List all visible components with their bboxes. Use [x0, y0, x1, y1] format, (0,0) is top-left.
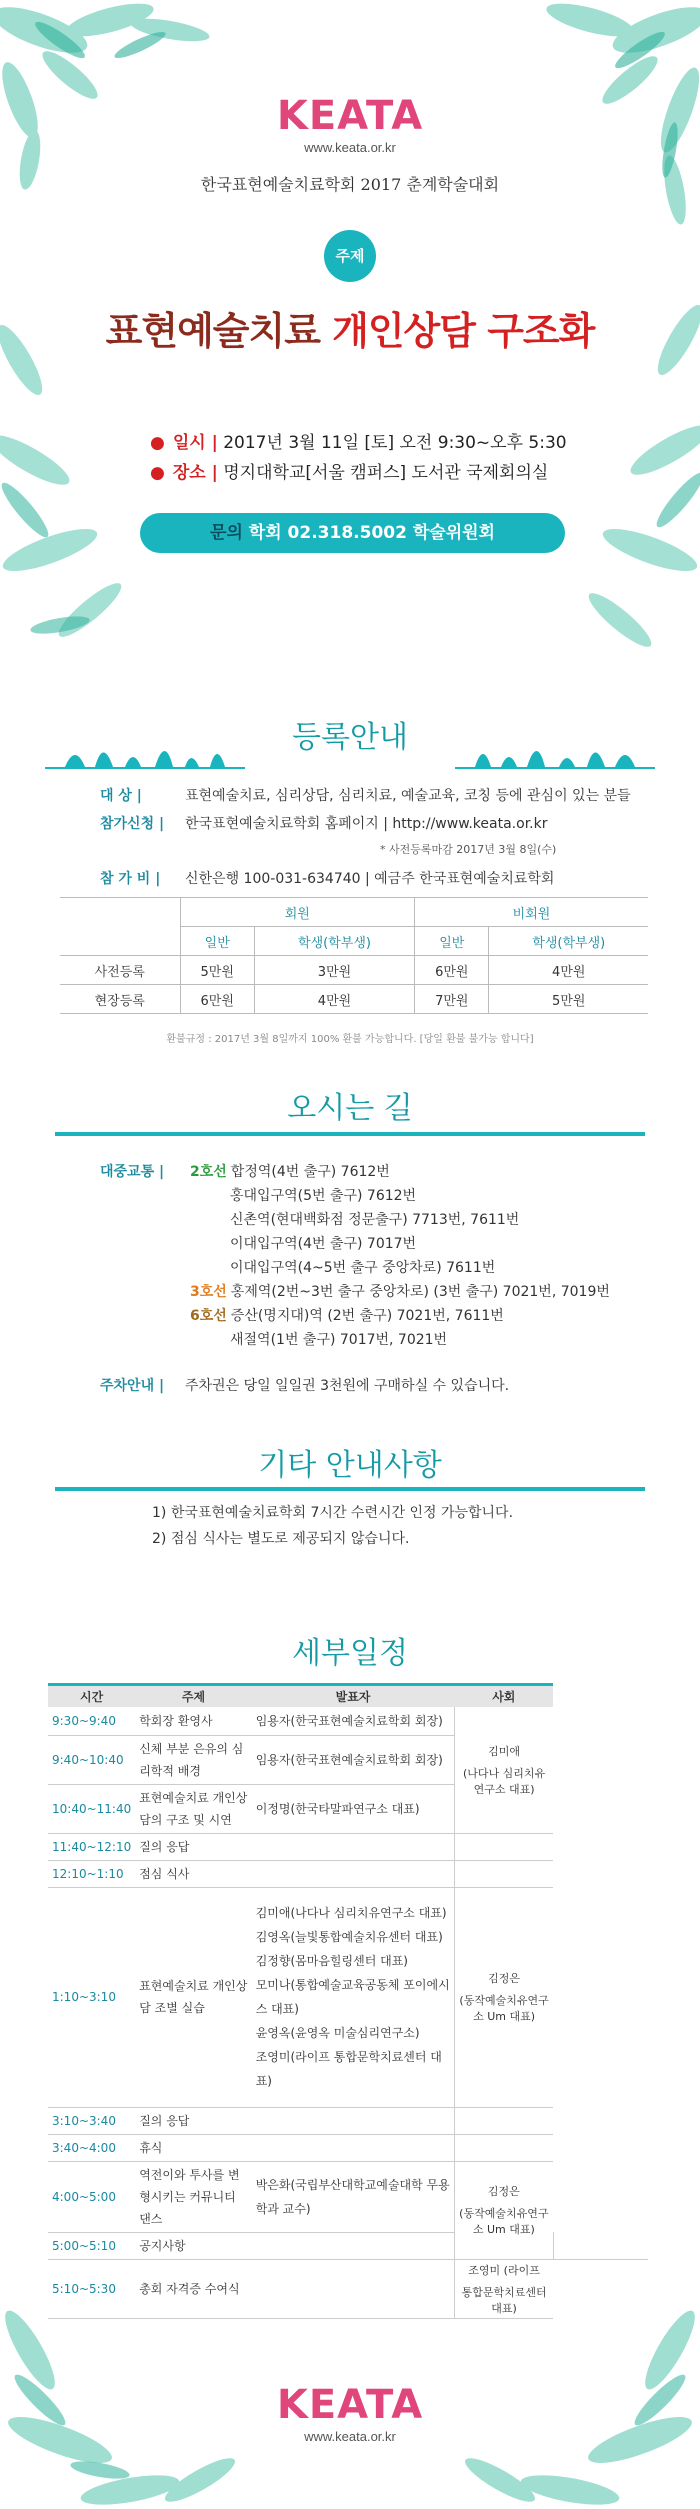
schedule-presenters — [252, 1833, 455, 1860]
schedule-topic: 질의 응답 — [135, 2107, 251, 2134]
schedule-header: 사회 — [454, 1685, 553, 1707]
logo-footer — [0, 2382, 700, 2444]
schedule-host-empty — [553, 2232, 648, 2259]
schedule-topic: 총회 자격증 수여식 — [135, 2259, 251, 2318]
bullet-icon: ● — [150, 463, 165, 483]
presenter: 모미나(통합예술교육공동체 포이에시스 대표) — [255, 1978, 450, 2016]
transit-item — [190, 1161, 390, 1181]
schedule-row — [48, 1707, 648, 1736]
contact-label: 문의 — [210, 523, 243, 543]
schedule-host — [454, 2161, 553, 2259]
contact-pill — [140, 513, 565, 583]
fee-table — [60, 897, 648, 1014]
fee-group-nonmember: 비회원 — [415, 898, 648, 927]
fee-row-label: 현장등록 — [60, 985, 180, 1014]
etc-item: 2) 점심 식사는 별도로 제공되지 않습니다. — [152, 1531, 410, 1547]
schedule-presenters — [252, 1784, 455, 1833]
schedule-time: 10:40~11:40 — [48, 1784, 135, 1833]
apply-value[interactable]: 한국표현예술치료학회 홈페이지 | http://www.keata.or.kr — [185, 816, 548, 832]
contact-value: 학회 02.318.5002 학술위원회 010.8897.7224 — [248, 523, 495, 583]
subway-line-label: 3호선 — [190, 1284, 227, 1300]
fee-group-header-row — [60, 898, 648, 927]
etc-title: 기타 안내사항 — [258, 1448, 442, 1483]
fee-subheader: 일반 — [180, 927, 254, 956]
fee-value: 신한은행 100-031-634740 | 예금주 한국표현예술치료학회 — [185, 871, 555, 887]
fee-label: 참 가 비 | — [100, 871, 161, 887]
fee-cell: 5만원 — [489, 985, 648, 1014]
main-title-part1: 표현예술치료 — [105, 309, 320, 353]
etc-item: 1) 한국표현예술치료학회 7시간 수련시간 인정 가능합니다. — [152, 1505, 514, 1521]
schedule-time: 9:30~9:40 — [48, 1707, 135, 1736]
theme-badge: 주제 — [324, 230, 376, 282]
schedule-host — [454, 1707, 553, 1834]
schedule-header-row — [48, 1685, 648, 1707]
parking-value: 주차권은 당일 일일권 3천원에 구매하실 수 있습니다. — [185, 1378, 510, 1394]
schedule-time: 9:40~10:40 — [48, 1735, 135, 1784]
schedule-topic: 신체 부분 은유의 심리학적 배경 — [135, 1735, 251, 1784]
schedule-time: 3:10~3:40 — [48, 2107, 135, 2134]
registration-title: 등록안내 — [292, 720, 408, 755]
place-line — [150, 458, 548, 483]
schedule-topic: 표현예술치료 개인상담 조별 실습 — [135, 1887, 251, 2107]
fee-cell: 6만원 — [415, 956, 489, 985]
refund-note: 환불규정 : 2017년 3월 8일까지 100% 환불 가능합니다. [당일 환불 불가능 합니다] — [166, 1034, 534, 1045]
schedule-host-empty — [454, 1833, 553, 1860]
logo-url: www.keata.or.kr — [304, 140, 396, 155]
fee-subheader: 학생(학부생) — [254, 927, 414, 956]
schedule-presenters — [252, 1735, 455, 1784]
target-value: 표현예술치료, 심리상담, 심리치료, 예술교육, 코칭 등에 관심이 있는 분들 — [185, 788, 631, 804]
section-rule — [55, 1487, 645, 1491]
host-org: (나다나 심리치유연구소 대표) — [462, 1766, 546, 1796]
transit-text: 홍대입구역(5번 출구) 7612번 — [230, 1188, 417, 1204]
schedule-presenters — [252, 2259, 455, 2318]
bullet-icon: ● — [150, 433, 165, 453]
fee-subheader: 학생(학부생) — [489, 927, 648, 956]
schedule-time: 1:10~3:10 — [48, 1887, 135, 2107]
schedule-row — [48, 2161, 648, 2232]
fee-group-member: 회원 — [180, 898, 415, 927]
logo-header — [0, 93, 700, 155]
presenter: 김정향(몸마음힐링센터 대표) — [255, 1954, 408, 1968]
logo-mark: KEATA — [276, 2382, 424, 2428]
transit-label: 대중교통 | — [100, 1164, 165, 1180]
schedule-time: 3:40~4:00 — [48, 2134, 135, 2161]
schedule-host — [454, 2259, 553, 2318]
host-name: 김미애 — [488, 1744, 521, 1758]
schedule-host-empty — [454, 2107, 553, 2134]
presenter: 김미애(나다나 심리치유연구소 대표) — [255, 1906, 447, 1920]
deadline-note: * 사전등록마감 2017년 3월 8일(수) — [380, 843, 557, 856]
presenter: 임용자(한국표현예술치료학회 회장) — [255, 1752, 443, 1767]
schedule-presenters — [252, 1860, 455, 1887]
transit-text: 증산(명지대)역 (2번 출구) 7021번, 7611번 — [230, 1308, 504, 1324]
main-title — [0, 300, 700, 355]
schedule-host-empty — [454, 1860, 553, 1887]
transit-item — [230, 1257, 495, 1277]
schedule-host — [454, 1887, 553, 2107]
schedule-row — [48, 2107, 648, 2134]
subway-line-label: 2호선 — [190, 1164, 227, 1180]
schedule-presenters — [252, 2134, 455, 2161]
event-name: 한국표현예술치료학회 2017 춘계학술대회 — [200, 175, 500, 194]
presenter: 박은화(국립부산대학교예술대학 무용학과 교수) — [255, 2177, 450, 2216]
logo-url: www.keata.or.kr — [304, 2429, 396, 2444]
schedule-presenters — [252, 1707, 455, 1736]
schedule-row — [48, 1784, 648, 1833]
schedule-topic: 질의 응답 — [135, 1833, 251, 1860]
schedule-presenters — [252, 1887, 455, 2107]
schedule-row — [48, 1833, 648, 1860]
transit-item — [190, 1281, 610, 1301]
schedule-time: 11:40~12:10 — [48, 1833, 135, 1860]
host-name: 김정은 — [487, 2185, 520, 2198]
main-title-part2: 개인상담 구조화 — [332, 309, 595, 353]
schedule-row — [48, 1735, 648, 1784]
presenter: 김영옥(늘빛통합예술치유센터 대표) — [255, 1930, 443, 1944]
schedule-host-empty — [454, 2134, 553, 2161]
presenter: 이정명(한국타말파연구소 대표) — [255, 1801, 420, 1816]
schedule-topic: 역전이와 투사를 변형시키는 커뮤니티 댄스 — [135, 2161, 251, 2232]
schedule-topic: 학회장 환영사 — [135, 1707, 251, 1736]
host-org: (동작예술치유연구소 Um 대표) — [459, 1994, 549, 2023]
transit-text: 홍제역(2번~3번 출구 중앙차로) (3번 출구) 7021번, 7019번 — [230, 1284, 610, 1300]
schedule-title: 세부일정 — [292, 1636, 408, 1671]
fee-row-label: 사전등록 — [60, 956, 180, 985]
place-label: 장소 | — [172, 463, 218, 483]
transit-text: 이대입구역(4번 출구) 7017번 — [230, 1236, 417, 1252]
target-label: 대 상 | — [100, 788, 142, 804]
schedule-topic: 점심 식사 — [135, 1860, 251, 1887]
schedule-body — [48, 1707, 648, 2319]
schedule-time: 5:00~5:10 — [48, 2232, 135, 2259]
schedule-presenters — [252, 2232, 455, 2259]
schedule-time: 4:00~5:00 — [48, 2161, 135, 2232]
host-name: 조영미 (라이프 — [468, 2263, 540, 2277]
schedule-header: 주제 — [135, 1685, 251, 1707]
directions-title: 오시는 길 — [287, 1091, 413, 1126]
schedule-table — [48, 1683, 648, 2319]
schedule-row — [48, 2232, 648, 2259]
section-rule — [55, 1132, 645, 1136]
schedule-presenters — [252, 2161, 455, 2232]
transit-text: 새절역(1번 출구) 7017번, 7021번 — [230, 1332, 448, 1348]
date-line — [150, 428, 567, 453]
schedule-time: 5:10~5:30 — [48, 2259, 135, 2318]
schedule-time: 12:10~1:10 — [48, 1860, 135, 1887]
fee-cell: 3만원 — [254, 956, 414, 985]
transit-text: 합정역(4번 출구) 7612번 — [230, 1164, 390, 1180]
fee-cell: 7만원 — [415, 985, 489, 1014]
fee-cell: 4만원 — [254, 985, 414, 1014]
parking-label: 주차안내 | — [100, 1378, 165, 1394]
date-value: 2017년 3월 11일 [토] 오전 9:30~오후 5:30 — [223, 433, 567, 453]
schedule-topic: 표현예술치료 개인상담의 구조 및 시연 — [135, 1784, 251, 1833]
schedule-header: 시간 — [48, 1685, 135, 1707]
transit-text: 신촌역(현대백화점 정문출구) 7713번, 7611번 — [230, 1212, 520, 1228]
fee-subheader: 일반 — [415, 927, 489, 956]
presenter: 임용자(한국표현예술치료학회 회장) — [255, 1713, 443, 1728]
leaf-decoration-mid-left — [0, 320, 160, 650]
schedule-presenters — [252, 2107, 455, 2134]
presenter: 윤영옥(윤영옥 미술심리연구소) — [255, 2026, 420, 2040]
apply-label: 참가신청 | — [100, 816, 165, 832]
schedule-header: 발표자 — [252, 1685, 455, 1707]
fee-row — [60, 985, 648, 1014]
subway-line-label: 6호선 — [190, 1308, 227, 1324]
schedule-topic: 공지사항 — [135, 2232, 251, 2259]
transit-item — [230, 1233, 416, 1253]
fee-cell: 4만원 — [489, 956, 648, 985]
presenter: 조영미(라이프 통합문학치료센터 대표) — [255, 2050, 442, 2088]
date-label: 일시 | — [172, 433, 218, 453]
host-org: 통합문학치료센터 대표) — [461, 2285, 547, 2315]
fee-cell: 6만원 — [180, 985, 254, 1014]
transit-text: 이대입구역(4~5번 출구 중앙차로) 7611번 — [230, 1260, 496, 1276]
host-name: 김정은 — [488, 1972, 521, 1985]
host-org: (동작예술치유연구소 Um 대표) — [459, 2207, 549, 2236]
place-value: 명지대학교[서울 캠퍼스] 도서관 국제회의실 — [223, 463, 549, 483]
transit-item — [230, 1209, 519, 1229]
logo-mark: KEATA — [276, 93, 424, 139]
schedule-row — [48, 2259, 648, 2318]
fee-cell: 5만원 — [180, 956, 254, 985]
schedule-row — [48, 1860, 648, 1887]
transit-item — [230, 1329, 447, 1349]
transit-item — [230, 1185, 416, 1205]
transit-item — [190, 1305, 504, 1325]
fee-corner — [60, 898, 180, 956]
schedule-row — [48, 2134, 648, 2161]
schedule-row — [48, 1887, 648, 2107]
fee-row — [60, 956, 648, 985]
schedule-topic: 휴식 — [135, 2134, 251, 2161]
